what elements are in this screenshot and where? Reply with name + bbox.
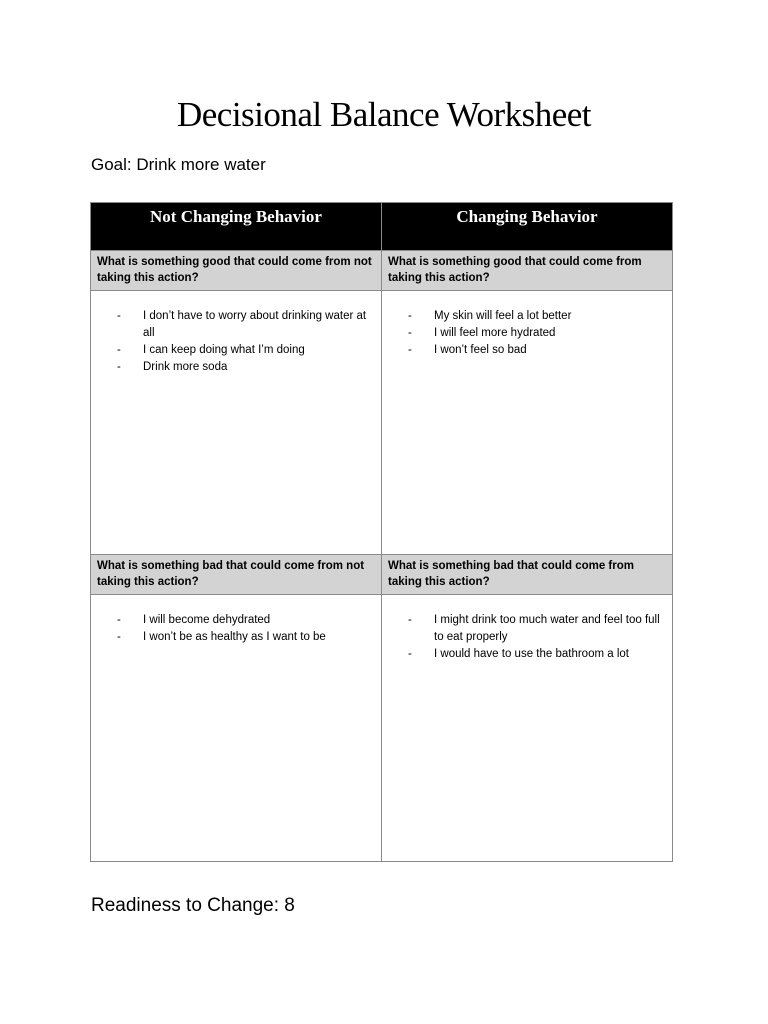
list-item: - I can keep doing what I’m doing <box>113 342 371 359</box>
question-bad-changing: What is something bad that could come from taking this action? <box>382 555 673 595</box>
question-bad-not-changing: What is something bad that could come from not taking this action? <box>91 555 382 595</box>
list-item: - Drink more soda <box>113 359 371 376</box>
list-item: - I will become dehydrated <box>113 612 371 629</box>
list-item: - I don’t have to worry about drinking water at all <box>113 308 371 342</box>
answer-row-good <box>91 291 673 555</box>
goal-text: Goal: Drink more water <box>91 155 266 174</box>
answer-list <box>404 612 662 663</box>
question-row-bad <box>91 555 673 595</box>
answer-list <box>113 308 371 376</box>
list-item: - My skin will feel a lot better <box>404 308 662 325</box>
readiness-to-change: Readiness to Change: 8 <box>91 895 295 916</box>
list-item: - I will feel more hydrated <box>404 325 662 342</box>
column-header-not-changing: Not Changing Behavior <box>91 203 382 251</box>
list-item: - I won’t be as healthy as I want to be <box>113 629 371 646</box>
answer-cell-good-not-changing <box>91 291 382 555</box>
list-item: - I might drink too much water and feel too full to eat properly <box>404 612 662 646</box>
answer-cell-bad-changing <box>382 595 673 862</box>
list-item: - I won’t feel so bad <box>404 342 662 359</box>
question-row-good <box>91 251 673 291</box>
page-title: Decisional Balance Worksheet <box>176 95 592 134</box>
answer-cell-bad-not-changing <box>91 595 382 862</box>
table-header-row <box>91 203 673 251</box>
answer-cell-good-changing <box>382 291 673 555</box>
answer-row-bad <box>91 595 673 862</box>
question-good-not-changing: What is something good that could come from not taking this action? <box>91 251 382 291</box>
decisional-balance-table <box>90 202 673 862</box>
answer-list <box>113 612 371 646</box>
answer-list <box>404 308 662 359</box>
column-header-changing: Changing Behavior <box>382 203 673 251</box>
question-good-changing: What is something good that could come from taking this action? <box>382 251 673 291</box>
list-item: - I would have to use the bathroom a lot <box>404 646 662 663</box>
